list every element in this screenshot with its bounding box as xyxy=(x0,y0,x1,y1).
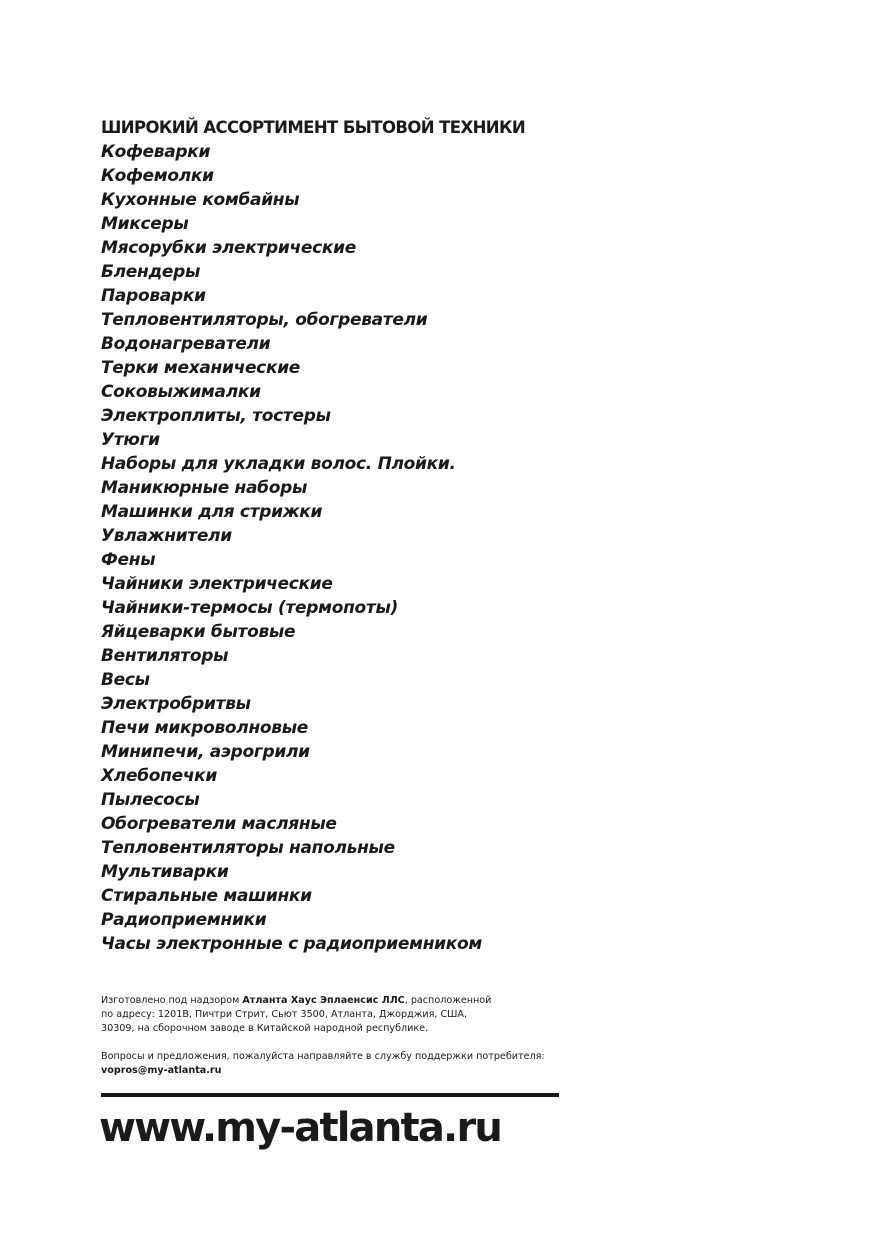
product-item: Машинки для стрижки xyxy=(101,502,323,522)
support-text: Вопросы и предложения, пожалуйста направляйте в службу поддержки потребителя: xyxy=(101,1051,545,1062)
manufacturer-company: Атланта Хаус Эплаенсис ЛЛС xyxy=(242,995,405,1006)
manufacturer-line-1 xyxy=(101,994,571,1008)
assortment-heading: ШИРОКИЙ АССОРТИМЕНТ БЫТОВОЙ ТЕХНИКИ xyxy=(101,118,526,137)
website-link[interactable]: www.my-atlanta.ru xyxy=(99,1105,502,1151)
product-item: Наборы для укладки волос. Плойки. xyxy=(101,454,456,474)
product-item: Хлебопечки xyxy=(101,766,218,786)
product-item: Часы электронные с радиоприемником xyxy=(101,934,482,954)
product-item: Кофемолки xyxy=(101,166,214,186)
manufacturer-prefix: Изготовлено под надзором xyxy=(101,995,243,1006)
product-item: Чайники-термосы (термопоты) xyxy=(101,598,398,618)
product-item: Кофеварки xyxy=(101,142,211,162)
product-item: Минипечи, аэрогрили xyxy=(101,742,310,762)
product-item: Печи микроволновые xyxy=(101,718,309,738)
manufacturer-address: по адресу: 1201B, Пичтри Стрит, Сьют 3500, Атланта, Джорджия, США, xyxy=(101,1009,468,1020)
product-item: Обогреватели масляные xyxy=(101,814,337,834)
product-item: Миксеры xyxy=(101,214,189,234)
support-info xyxy=(101,1050,621,1078)
product-item: Яйцеварки бытовые xyxy=(101,622,296,642)
manufacturer-plant: 30309, на сборочном заводе в Китайской народной республике. xyxy=(101,1023,429,1034)
product-item: Электроплиты, тостеры xyxy=(101,406,331,426)
product-item: Весы xyxy=(101,670,150,690)
manufacturer-info xyxy=(101,994,571,1036)
product-item: Радиоприемники xyxy=(101,910,267,930)
product-item: Пароварки xyxy=(101,286,206,306)
product-item: Терки механические xyxy=(101,358,301,378)
divider-rule xyxy=(101,1093,559,1097)
product-item: Мясорубки электрические xyxy=(101,238,356,258)
manufacturer-suffix: , расположенной xyxy=(404,995,492,1006)
product-item: Мультиварки xyxy=(101,862,229,882)
product-item: Стиральные машинки xyxy=(101,886,312,906)
product-item: Пылесосы xyxy=(101,790,200,810)
product-item: Маникюрные наборы xyxy=(101,478,308,498)
product-item: Электробритвы xyxy=(101,694,251,714)
product-item: Вентиляторы xyxy=(101,646,229,666)
product-item: Тепловентиляторы напольные xyxy=(101,838,395,858)
product-item: Тепловентиляторы, обогреватели xyxy=(101,310,428,330)
product-item: Фены xyxy=(101,550,156,570)
product-item: Водонагреватели xyxy=(101,334,271,354)
product-item: Блендеры xyxy=(101,262,201,282)
product-item: Кухонные комбайны xyxy=(101,190,300,210)
product-item: Чайники электрические xyxy=(101,574,333,594)
product-item: Соковыжималки xyxy=(101,382,261,402)
product-item: Увлажнители xyxy=(101,526,232,546)
product-assortment xyxy=(101,116,801,956)
product-item: Утюги xyxy=(101,430,160,450)
product-list xyxy=(101,140,801,956)
support-email-link[interactable]: vopros@my-atlanta.ru xyxy=(101,1065,222,1076)
